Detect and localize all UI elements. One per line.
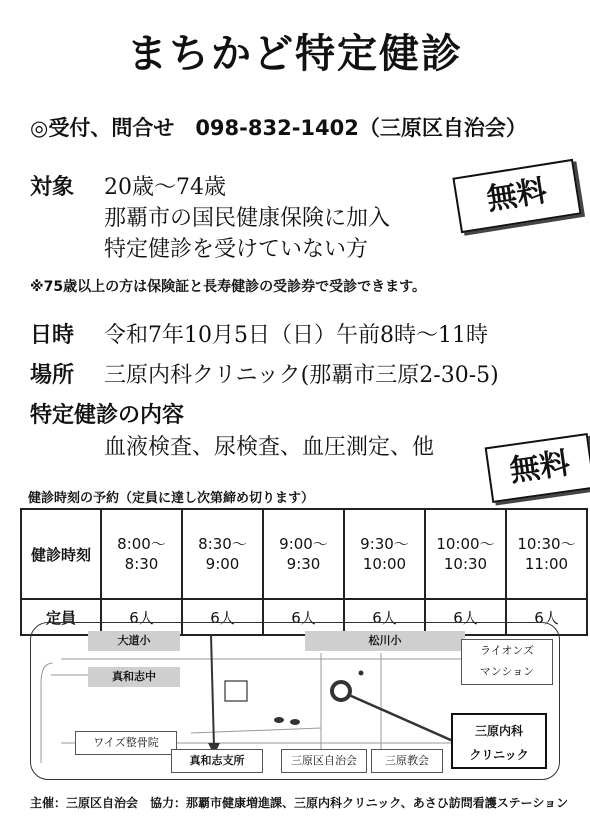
capacity-2: 6人 bbox=[182, 599, 263, 635]
landmark-jichikai: 三原区自治会 bbox=[281, 749, 367, 773]
landmark-lions-mansion: ライオンズ マンション bbox=[461, 639, 553, 685]
datetime-label: 日時 bbox=[30, 323, 75, 348]
time-slot-4: 9:30～ 10:00 bbox=[344, 509, 425, 599]
capacity-5: 6人 bbox=[425, 599, 506, 635]
capacity-1: 6人 bbox=[101, 599, 182, 635]
target-condition: 特定健診を受けていない方 bbox=[104, 237, 369, 262]
contact-line: ◎受付、問合せ 098-832-1402（三原区自治会） bbox=[30, 116, 527, 140]
capacity-3: 6人 bbox=[263, 599, 344, 635]
content-label: 特定健診の内容 bbox=[30, 403, 185, 428]
datetime-value: 令和7年10月5日（日）午前8時～11時 bbox=[104, 323, 488, 348]
free-stamp: 無料 bbox=[452, 159, 581, 233]
landmark-odomari: 大道小 bbox=[88, 631, 180, 651]
time-header: 健診時刻 bbox=[21, 509, 101, 599]
reservation-caption: 健診時刻の予約（定員に達し次第締め切ります） bbox=[28, 491, 315, 506]
capacity-4: 6人 bbox=[344, 599, 425, 635]
page-title: まちかど特定健診 bbox=[127, 31, 463, 77]
time-slot-6: 10:30～ 11:00 bbox=[506, 509, 587, 599]
time-slot-3: 9:00～ 9:30 bbox=[263, 509, 344, 599]
free-stamp-2: 無料 bbox=[485, 433, 590, 503]
age-note: ※75歳以上の方は保険証と長寿健診の受診券で受診できます。 bbox=[30, 279, 426, 295]
landmark-matsukawa: 松川小 bbox=[305, 631, 465, 651]
reservation-table bbox=[20, 508, 588, 636]
organizer-footer: 主催：三原区自治会 協力：那覇市健康増進課、三原内科クリニック、あさひ訪問看護ステーション bbox=[30, 796, 569, 810]
landmark-waizu: ワイズ整骨院 bbox=[75, 731, 177, 755]
time-slot-1: 8:00～ 8:30 bbox=[101, 509, 182, 599]
place-value: 三原内科クリニック(那覇市三原2-30-5) bbox=[104, 363, 499, 388]
landmark-mawashi-middle: 真和志中 bbox=[88, 667, 180, 687]
capacity-header: 定員 bbox=[21, 599, 101, 635]
landmark-church: 三原教会 bbox=[371, 749, 443, 773]
capacity-6: 6人 bbox=[506, 599, 587, 635]
time-slot-5: 10:00～ 10:30 bbox=[425, 509, 506, 599]
target-label: 対象 bbox=[30, 175, 75, 200]
target-insurance: 那覇市の国民健康保険に加入 bbox=[104, 206, 391, 231]
target-age: 20歳～74歳 bbox=[104, 175, 226, 200]
time-slot-2: 8:30～ 9:00 bbox=[182, 509, 263, 599]
place-label: 場所 bbox=[30, 363, 75, 388]
access-map bbox=[30, 622, 560, 780]
landmark-clinic: 三原内科 クリニック bbox=[451, 713, 547, 769]
content-value: 血液検査、尿検査、血圧測定、他 bbox=[104, 435, 435, 460]
landmark-mawashi-branch: 真和志支所 bbox=[171, 749, 263, 773]
time-row bbox=[21, 509, 587, 599]
